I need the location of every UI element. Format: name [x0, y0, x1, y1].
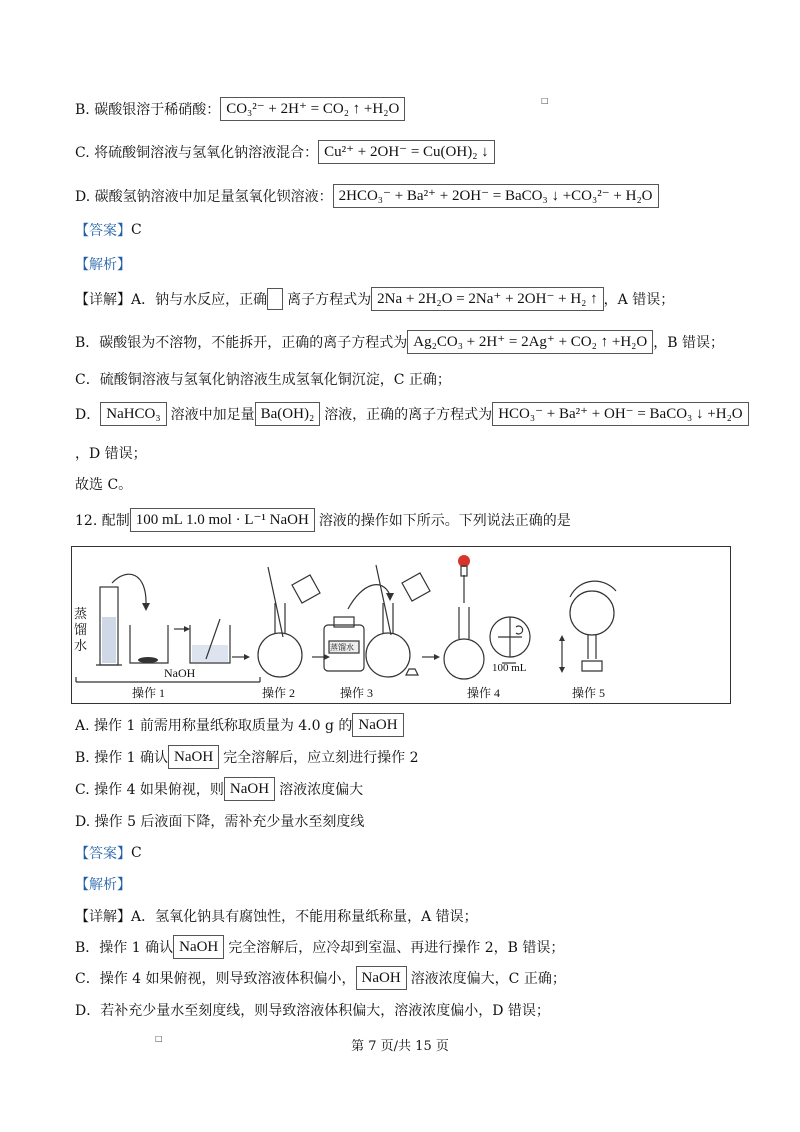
op2-label: 操作 2	[262, 686, 296, 700]
option-c-equation: Cu²⁺ + 2OH⁻ = Cu(OH)₂ ↓	[318, 140, 495, 164]
op1-label: 操作 1	[132, 686, 166, 700]
option-c-line	[75, 140, 495, 164]
option-c2-text: C. 操作 4 如果俯视，则	[75, 782, 224, 798]
formula-box: NaOH	[168, 745, 219, 769]
detail-c-text: C．硫酸铜溶液与氢氧化钠溶液生成氢氧化铜沉淀，C 正确；	[75, 372, 451, 388]
answer2-line	[75, 843, 142, 863]
op3-label: 操作 3	[340, 686, 374, 700]
volumetric-flask	[258, 633, 302, 677]
formula-box: NaHCO₃	[100, 402, 166, 426]
explain-a-text: 【详解】A．氢氧化钠具有腐蚀性，不能用称量纸称量，A 错误；	[75, 909, 478, 925]
option-c-text: C. 将硫酸铜溶液与氢氧化钠溶液混合：	[75, 145, 319, 161]
empty-box	[267, 288, 283, 310]
mark-label: 100 mL	[492, 662, 527, 674]
option-d-equation: 2HCO₃⁻ + Ba²⁺ + 2OH⁻ = BaCO₃ ↓ +CO₃²⁻ + H₂O	[333, 184, 659, 208]
option-d2-text: D. 操作 5 后液面下降，需补充少量水至刻度线	[75, 814, 365, 830]
formula-box: Ba(OH)₂	[255, 402, 321, 426]
option-b2-line	[75, 745, 419, 769]
option-b-equation: CO₃²⁻ + 2H⁺ = CO₂ ↑ +H₂O	[220, 97, 405, 121]
analysis-tag: 【解析】	[75, 257, 131, 273]
detail-a-equation: 2Na + 2H₂O = 2Na⁺ + 2OH⁻ + H₂ ↑	[371, 287, 604, 311]
explain-a-line	[75, 906, 478, 926]
detail-a-line	[75, 287, 674, 311]
procedure-figure	[71, 546, 731, 704]
volumetric-flask	[366, 633, 410, 677]
explain-c-text2: 溶液浓度偏大，C 正确；	[410, 971, 566, 987]
explain-b-line	[75, 935, 564, 959]
explain-b-text2: 完全溶解后，应冷却到室温、再进行操作 2，B 错误；	[228, 940, 565, 956]
question-12-number: 12. 配制	[75, 513, 130, 529]
detail-a-text: 【详解】A．钠与水反应，正确	[75, 292, 268, 308]
analysis-line	[75, 254, 131, 274]
explain-d-line	[75, 1000, 550, 1020]
explain-c-line	[75, 966, 566, 990]
option-b2-text: B. 操作 1 确认	[75, 750, 168, 766]
formula-box: 100 mL 1.0 mol · L⁻¹ NaOH	[130, 508, 315, 532]
detail-b-text: B．碳酸银为不溶物，不能拆开，正确的离子方程式为	[75, 335, 408, 351]
detail-a-text2: 离子方程式为	[287, 292, 372, 308]
detail-d-text3: 溶液，正确的离子方程式为	[324, 407, 493, 423]
detail-b-line	[75, 330, 724, 354]
option-d-text: D. 碳酸氢钠溶液中加足量氢氧化钡溶液：	[75, 189, 333, 205]
detail-d-text4: ，D 错误；	[75, 446, 147, 462]
formula-box: NaOH	[224, 777, 275, 801]
detail-b-equation: Ag₂CO₃ + 2H⁺ = 2Ag⁺ + CO₂ ↑ +H₂O	[407, 330, 653, 354]
question-12-text: 溶液的操作如下所示。下列说法正确的是	[318, 513, 571, 529]
detail-c-line	[75, 369, 451, 389]
option-d2-line	[75, 811, 364, 831]
answer-tag: 【答案】	[75, 223, 131, 239]
option-a-line	[75, 713, 404, 737]
option-c2-text2: 溶液浓度偏大	[279, 782, 364, 798]
answer-tag: 【答案】	[75, 846, 131, 862]
detail-d-line	[75, 402, 749, 426]
detail-d-tail	[75, 443, 147, 463]
option-a-text: A. 操作 1 前需用称量纸称取质量为 4.0 g 的	[75, 718, 353, 734]
conclusion-line	[75, 474, 132, 494]
explain-c-text: C．操作 4 如果俯视，则导致溶液体积偏小，	[75, 971, 356, 987]
answer-value: C	[131, 845, 142, 861]
naoh-label: NaOH	[164, 666, 196, 680]
formula-box: NaOH	[173, 935, 224, 959]
op5-label: 操作 5	[572, 686, 606, 700]
option-c2-line	[75, 777, 363, 801]
dropper-bulb	[458, 555, 470, 567]
bottle-label: 蒸馏水	[330, 643, 354, 652]
option-d-line	[75, 184, 659, 208]
explain-d-text: D．若补充少量水至刻度线，则导致溶液体积偏大，溶液浓度偏小，D 错误；	[75, 1003, 550, 1019]
formula-box: NaOH	[356, 966, 407, 990]
detail-d-equation: HCO₃⁻ + Ba²⁺ + OH⁻ = BaCO₃ ↓ +H₂O	[492, 402, 748, 426]
explain-b-text: B．操作 1 确认	[75, 940, 174, 956]
stray-mark: □	[155, 1034, 163, 1043]
option-b-line	[75, 97, 405, 121]
flask-inverted	[570, 591, 614, 635]
question-12-line	[75, 508, 571, 532]
answer-line	[75, 220, 142, 240]
formula-box: NaOH	[352, 713, 403, 737]
volumetric-flask	[444, 639, 484, 679]
detail-d-text: D．	[75, 407, 101, 423]
conclusion-text: 故选 C。	[75, 477, 133, 493]
stray-mark: □	[541, 96, 549, 105]
detail-a-text3: ，A 错误；	[603, 292, 675, 308]
answer-value: C	[131, 222, 142, 238]
analysis-tag: 【解析】	[75, 877, 131, 893]
detail-b-text2: ，B 错误；	[653, 335, 724, 351]
option-b2-text2: 完全溶解后，应立刻进行操作 2	[223, 750, 419, 766]
page-footer: 第 7 页/共 15 页	[351, 1039, 449, 1054]
detail-d-text2: 溶液中加足量	[170, 407, 255, 423]
analysis2-line	[75, 874, 131, 894]
option-b-text: B. 碳酸银溶于稀硝酸：	[75, 102, 221, 118]
water-vertical-label: 蒸馏水	[74, 607, 88, 654]
procedure-diagram	[72, 547, 730, 703]
op4-label: 操作 4	[467, 686, 501, 700]
